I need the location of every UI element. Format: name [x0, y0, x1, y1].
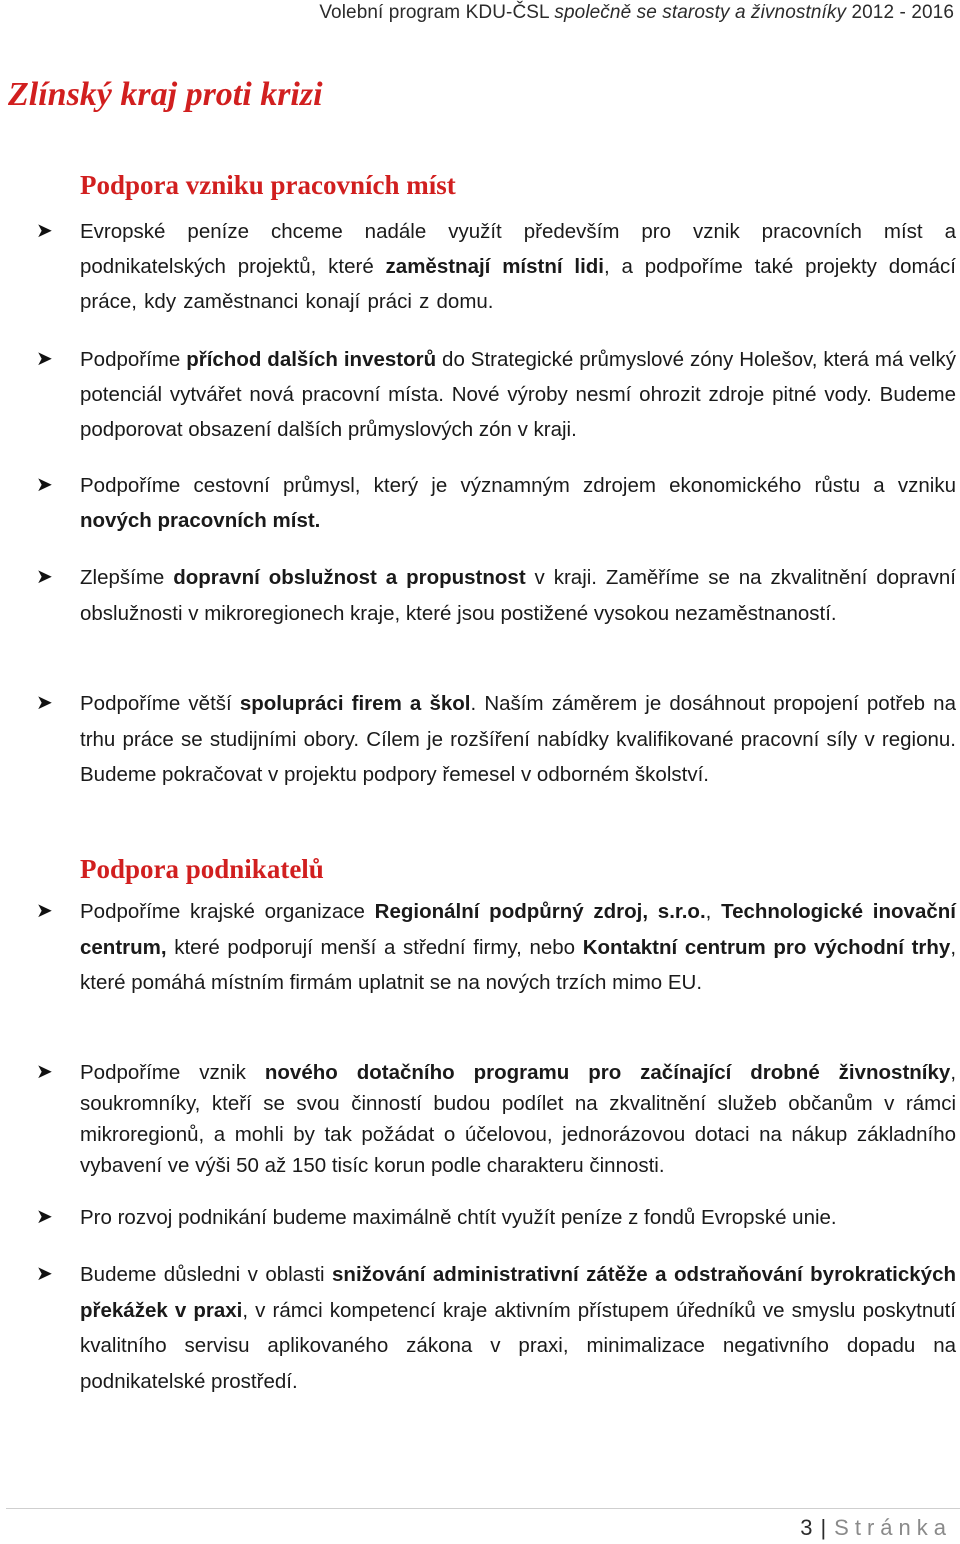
text-run: , které pomáhá místním firmám uplatnit se na nových trzích mimo EU.	[80, 935, 957, 994]
bold-text: dopravní obslužnost a propustnost	[173, 566, 526, 589]
arrow-bullet-icon: ➤	[36, 900, 53, 922]
arrow-bullet-icon: ➤	[36, 692, 53, 714]
bullet-item	[36, 342, 956, 447]
text-run: Budeme důsledni v oblasti	[80, 1263, 333, 1286]
arrow-bullet-icon: ➤	[36, 348, 53, 370]
text-run: v kraji. Zaměříme se na zkvalitnění dopravní obslužnosti v mikroregionech kraje, které jsou postižené vysokou nezaměstnaností.	[80, 566, 957, 625]
header-prefix: Volební program KDU-ČSL	[319, 2, 555, 23]
arrow-bullet-icon: ➤	[36, 1206, 53, 1228]
bullet-item	[36, 560, 957, 631]
arrow-bullet-icon: ➤	[36, 1263, 53, 1285]
footer-separator: |	[820, 1515, 827, 1540]
page-footer	[800, 1515, 952, 1541]
bold-text: nových pracovních míst.	[80, 509, 321, 532]
arrow-bullet-icon: ➤	[36, 220, 53, 242]
document-title: Zlínský kraj proti krizi	[8, 76, 323, 113]
text-run: Podpoříme	[80, 348, 187, 371]
text-run: ,	[705, 900, 722, 923]
section-title-entrepreneurs: Podpora podnikatelů	[80, 854, 324, 884]
page-header	[319, 2, 954, 24]
bullet-item	[36, 468, 956, 538]
header-italic: společně se starosty a živnostníky	[554, 2, 847, 23]
text-run: Pro rozvoj podnikání budeme maximálně chtít využít peníze z fondů Evropské unie.	[80, 1206, 837, 1229]
text-run: Podpoříme větší	[80, 692, 240, 715]
text-run: , v rámci kompetencí kraje aktivním přístupem úředníků ve smyslu poskytnutí kvalitního servisu aplikovaného zákona v praxi, minimalizace negativního dopadu na podnikatelské prostředí.	[80, 1298, 957, 1393]
bold-text: příchod dalších investorů	[186, 348, 437, 371]
text-run: Podpoříme cestovní průmysl, který je významným zdrojem ekonomického růstu a vzniku	[80, 474, 956, 497]
header-suffix: 2012 - 2016	[846, 2, 954, 23]
arrow-bullet-icon: ➤	[36, 474, 53, 496]
bullet-item	[36, 894, 957, 1001]
section-title-jobs: Podpora vzniku pracovních míst	[80, 170, 456, 200]
footer-divider	[6, 1508, 960, 1509]
text-run: Podpoříme vznik	[80, 1061, 265, 1084]
bullet-item	[36, 686, 956, 793]
bold-text: Kontaktní centrum pro východní trhy	[582, 935, 951, 959]
bold-text: snižování administrativní zátěže a odstraňování byrokratických překážek v praxi	[80, 1263, 956, 1322]
text-run: do Strategické průmyslové zóny Holešov, která má velký potenciál vytvářet nová pracovní místa. Nové výroby nesmí ohrozit zdroje pitné vody. Budeme podporovat obsazení dalších průmyslových zón v kraji.	[80, 348, 956, 441]
text-run: Podpoříme krajské organizace	[80, 900, 375, 923]
bullet-item	[36, 1202, 956, 1233]
text-run: , a podpoříme také projekty domácí práce, kdy zaměstnanci konají práci z domu.	[80, 255, 956, 313]
bullet-item	[36, 214, 956, 319]
arrow-bullet-icon: ➤	[36, 1061, 53, 1083]
text-run: Evropské peníze chceme nadále využít především pro vznik pracovních míst a podnikatelských projektů, které	[80, 220, 956, 278]
bold-text: spolupráci firem a škol	[239, 692, 471, 715]
bullet-item	[36, 1057, 957, 1181]
page-label: Stránka	[834, 1515, 952, 1540]
text-run: které podporují menší a střední firmy, nebo	[166, 935, 583, 959]
bullet-item	[36, 1257, 957, 1399]
arrow-bullet-icon: ➤	[36, 566, 53, 588]
page-number: 3	[800, 1515, 813, 1540]
bold-text: Technologické inovační centrum,	[80, 900, 956, 959]
bold-text: zaměstnají místní lidi	[385, 255, 604, 278]
bold-text: Regionální podpůrný zdroj, s.r.o.	[374, 900, 706, 923]
text-run: . Naším záměrem je dosáhnout propojení potřeb na trhu práce se studijními obory. Cílem je rozšíření nabídky kvalifikované pracovní síly v regionu. Budeme pokračovat v projektu podpory řemesel v odborném školství.	[80, 692, 956, 786]
text-run: , soukromníky, kteří se svou činností budou podílet na zkvalitnění služeb občanům v rámci mikroregionů, a mohli by tak požádat o účelovou, jednorázovou dotaci na nákup základního vybavení ve výši 50 až 150 tisíc korun podle charakteru činnosti.	[80, 1061, 957, 1177]
bold-text: nového dotačního programu pro začínající drobné živnostníky	[264, 1061, 951, 1084]
text-run: Zlepšíme	[80, 566, 174, 589]
